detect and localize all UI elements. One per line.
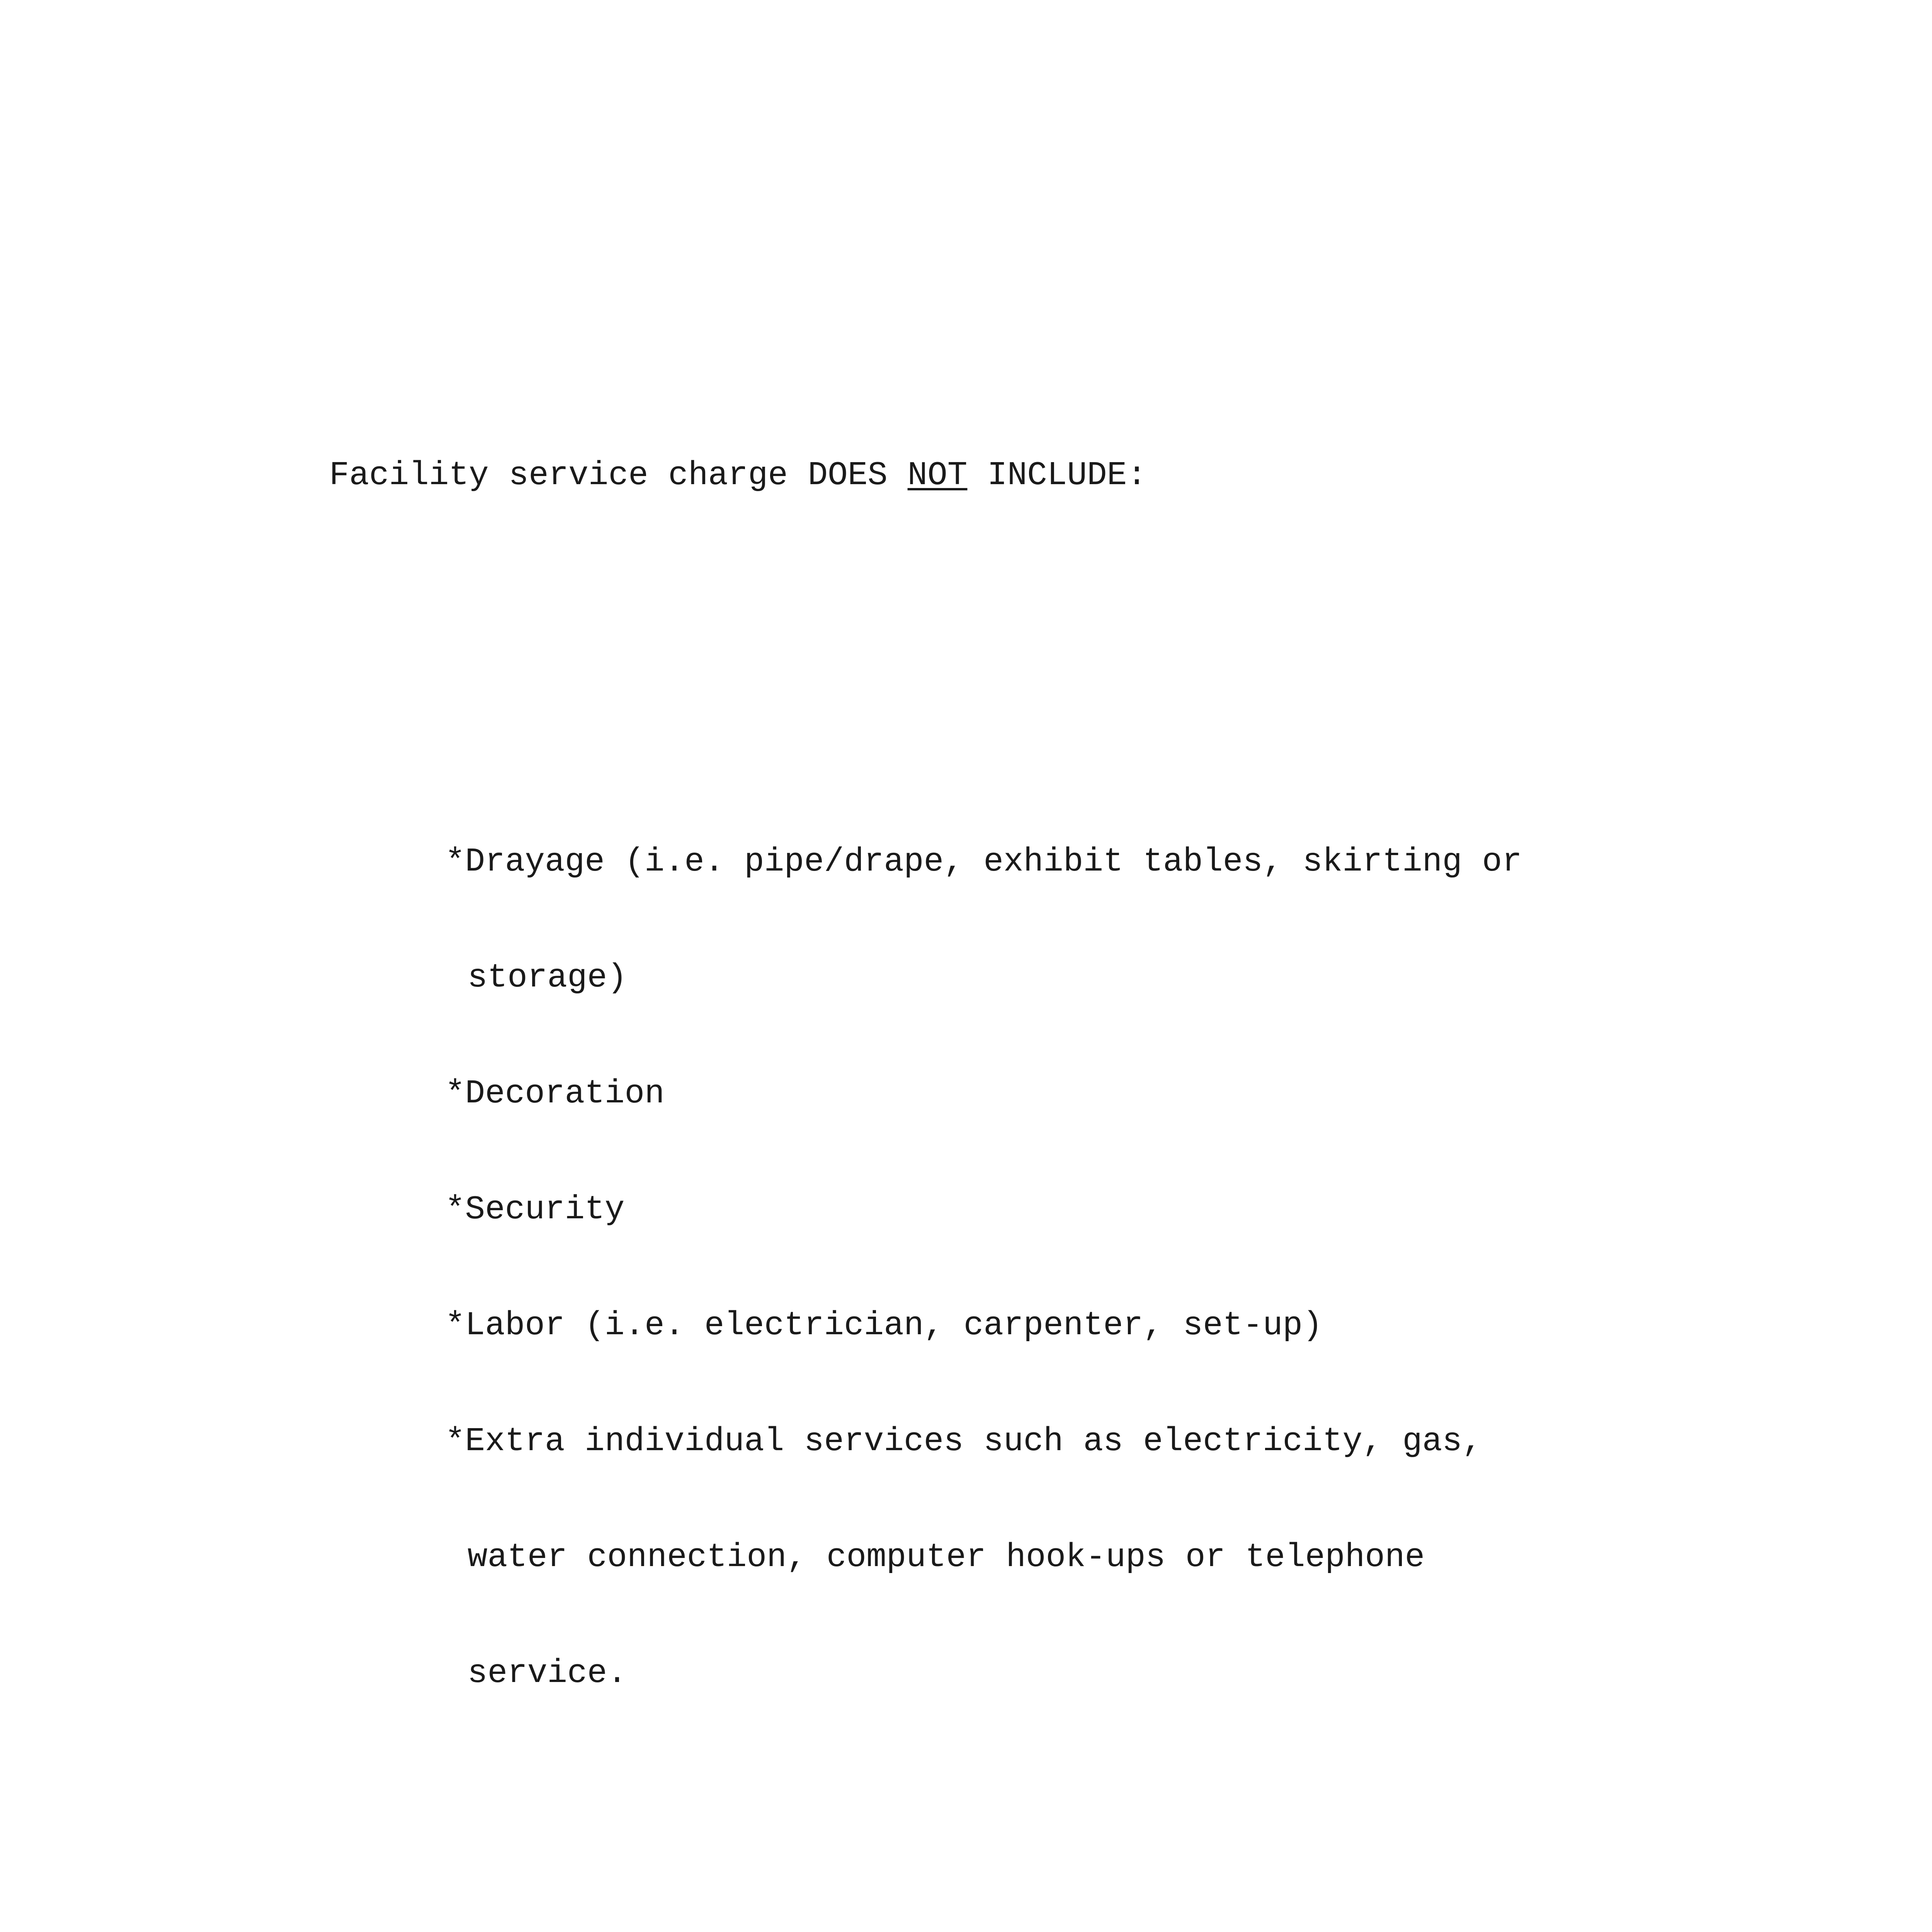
intro-line: Facility service charge DOES NOT INCLUDE: — [329, 456, 1147, 494]
not-emphasis: NOT — [907, 456, 968, 494]
exclusion-item: *Decoration — [445, 1075, 665, 1112]
exclusion-item-continued: water connection, computer hook-ups or telephone — [468, 1538, 1425, 1576]
exclusion-item-continued: service. — [468, 1654, 627, 1692]
exclusion-item: *Drayage (i.e. pipe/drape, exhibit tables, skirting or — [445, 843, 1522, 881]
exclusion-item-continued: storage) — [468, 959, 627, 997]
exclusion-item: *Extra individual services such as electricity, gas, — [445, 1422, 1482, 1460]
exclusion-item: *Security — [445, 1190, 625, 1228]
exclusion-list — [329, 765, 1913, 1770]
document-body — [329, 340, 1913, 1932]
exclusion-item: *Labor (i.e. electrician, carpenter, set-up) — [445, 1306, 1323, 1344]
